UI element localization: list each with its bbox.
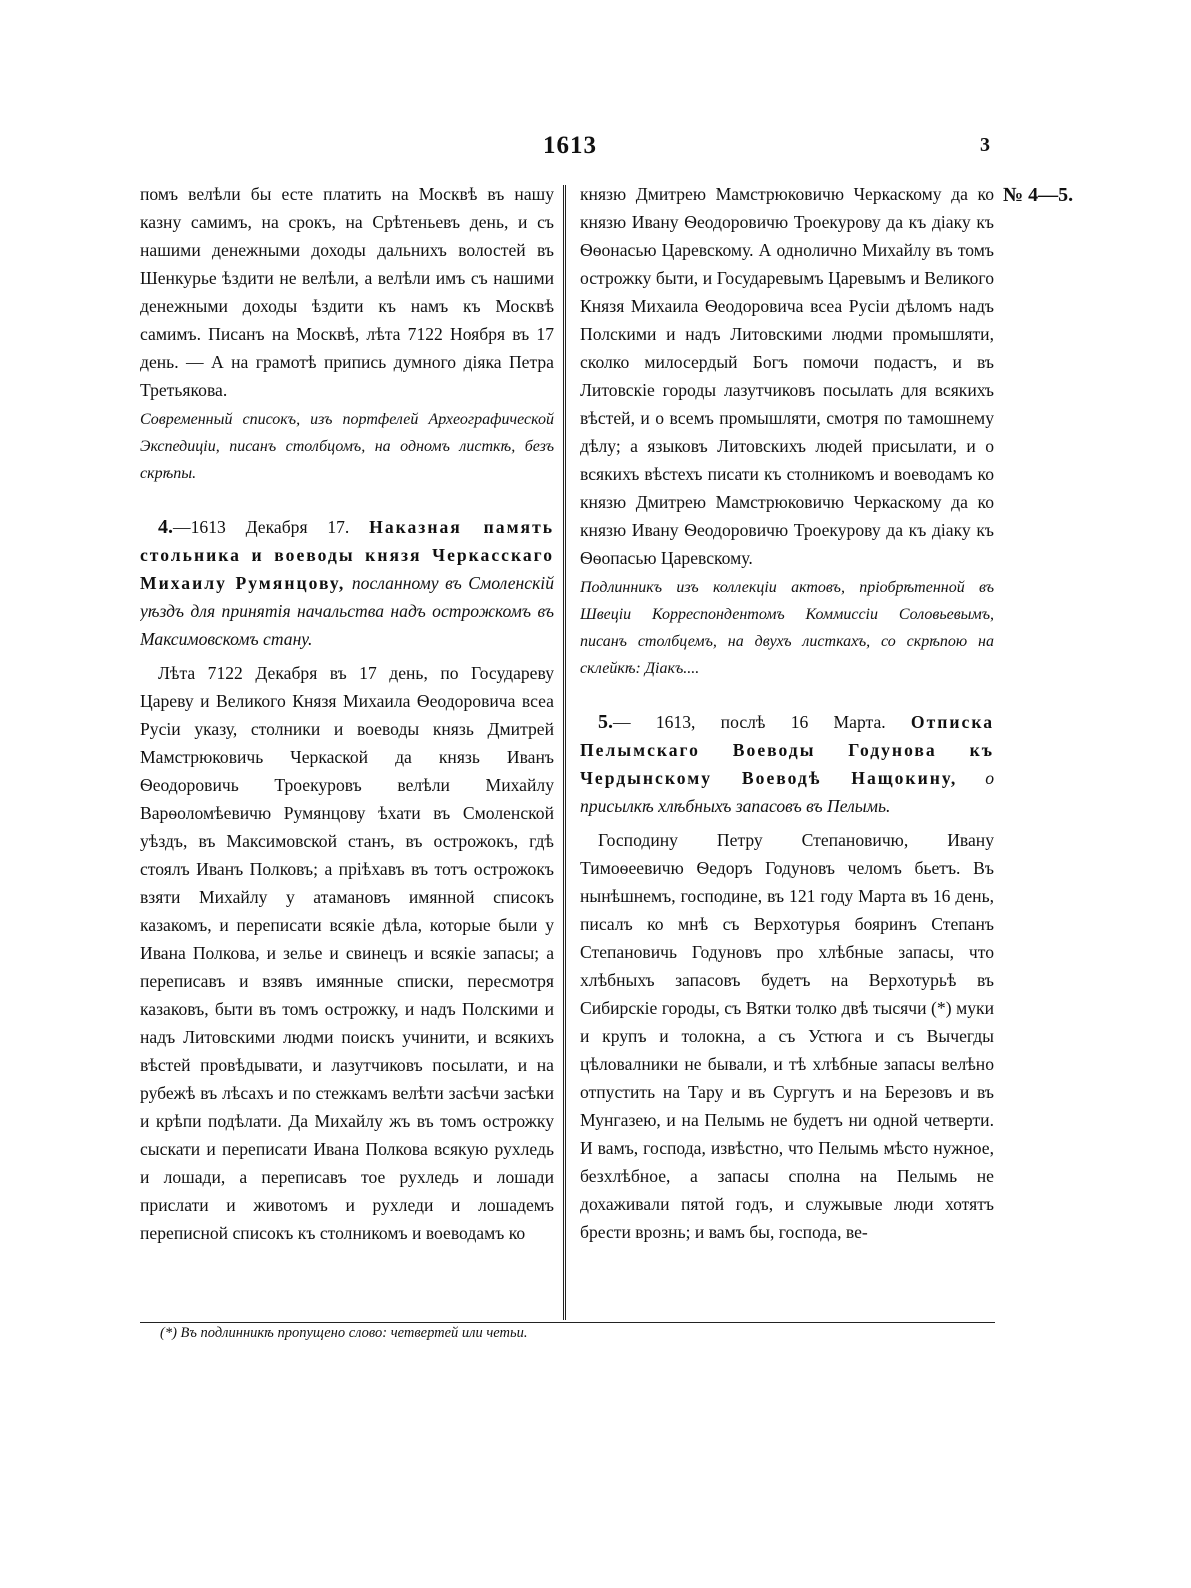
- doc5-subtitle: о присылкѣ хлѣбныхъ запасовъ въ Пелымь.: [580, 768, 994, 816]
- doc4-title: Наказная память стольника и воеводы князя Черкасскаго Михаилу Румянцову,: [140, 517, 554, 593]
- doc4-body: Лѣта 7122 Декабря въ 17 день, по Государеву Цареву и Великого Князя Михаила Ѳеодоровича всеа Русiи указу, столники и воеводы князь Дмитрей Мамстрюковичь Черкаской да князь Иванъ Ѳеодоровичь Троекуровъ велѣли Михайлу Варѳоломѣевичю Румянцову ѣхати въ Смоленской уѣздъ, въ Максимовской станъ, въ острожокъ, гдѣ стоялъ Иванъ Полковъ; а прiѣхавъ въ тотъ острожокъ взяти Михайлу у атамановъ имянной списокъ казакомъ, и переписати всякiе дѣла, которые были у Ивана Полкова, и зелье и свинецъ и всякiе запасы; а переписавъ и взявъ имянные списки, пересмотря казаковъ, быти въ томъ острожку, и надъ Полскими и надъ Литовскими людми поискъ учинити, и всякихъ вѣстей провѣдывати, и лазутчиковъ посылати, и на рубежѣ въ лѣсахъ и по стежкамъ велѣти засѣчи засѣки и крѣпи подѣлати. Да Михайлу жъ въ томъ острожку сыскати и переписати Ивана Полкова всякую рухледь и лошади, а переписавъ тое рухледь и лошади прислати и животомъ и рухледи и лошадемъ переписной списокъ къ столникомъ и воеводамъ ко: [140, 663, 554, 1243]
- doc5-body: Господину Петру Степановичю, Ивану Тимоѳеевичю Ѳедоръ Годуновъ челомъ бьетъ. Въ нынѣшнемъ, господине, въ 121 году Марта въ 16 день, писалъ ко мнѣ съ Верхотурья бояринъ Степанъ Степановичь Годуновъ про хлѣбные запасы, что хлѣбныхъ запасовъ будетъ на Верхотурьѣ въ Сибирскiе городы, съ Вятки толко двѣ тысячи (*) муки и крупъ и толокна, а съ Устюга и съ Вычегды цѣловалники не бывали, и тѣ хлѣбные запасы велѣно отпустить на Тару и въ Сургутъ и на Березовъ и въ Мунгазею, и на Пелымь не будетъ ни одной четверти. И вамъ, господа, извѣстно, что Пелымь мѣсто нужное, безхлѣбное, а запасы сполна на Пелымь не дохаживали пятой годъ, и служывые люди хотятъ брести врознь; и вамъ бы, господа, ве-: [580, 830, 994, 1242]
- doc5-title: Отписка Пелымскаго Воеводы Годунова къ Чердынскому Воеводѣ Нащокину,: [580, 712, 994, 788]
- column-divider: [563, 185, 566, 1320]
- footnote-rule: [140, 1322, 995, 1323]
- page-year: 1613: [543, 132, 597, 159]
- left-column: [140, 180, 554, 1320]
- footnote: (*) Въ подлинникѣ пропущено слово: четвертей или четьи.: [160, 1325, 528, 1341]
- source-note-1: Современный списокъ, изъ портфелей Археографической Экспедицiи, писанъ столбцомъ, на одномъ листкѣ, безъ скрѣпы.: [140, 411, 554, 482]
- doc5-number: 5.: [598, 711, 613, 733]
- document-numbers: № 4—5.: [1003, 184, 1074, 206]
- doc4-subtitle: посланному въ Смоленскiй уѣздъ для принятiя начальства надъ острожкомъ въ Максимовскомъ стану.: [140, 573, 554, 649]
- doc4-body-continuation: князю Дмитрею Мамстрюковичю Черкаскому да ко князю Ивану Ѳеодоровичю Троекурову да къ дiаку къ Ѳѳонасью Царевскому. А однолично Михайлу въ томъ острожку быти, и Государевымъ Царевымъ и Великого Князя Михаила Ѳеодоровича всеа Русiи дѣломъ надъ Полскими и надъ Литовскими людми промышляти, сколко милосердый Богъ помочи подастъ, и въ Литовскiе городы лазутчиковъ посылать для всякихъ вѣстей, и о всемъ промышляти, смотря по тамошнему дѣлу; а языковъ Литовскихъ людей присылати, и о всякихъ вѣстехъ писати къ столникомъ и воеводамъ ко князю Дмитрею Мамстрюковичю Черкаскому да ко князю Ивану Ѳеодоровичю Троекурову да къ дiаку къ Ѳѳопасью Царевскому.: [580, 184, 994, 568]
- page-number: 3: [980, 134, 990, 156]
- doc5-heading: [580, 708, 994, 820]
- doc4-number: 4.: [158, 516, 173, 538]
- source-note-2: Подлинникъ изъ коллекцiи актовъ, прiобрѣтенной въ Швецiи Корреспондентомъ Коммиссiи Соловьевымъ, писанъ столбцемъ, на двухъ листкахъ, со скрѣпою на склейкѣ: Дiакъ....: [580, 579, 994, 677]
- doc5-date: — 1613, послѣ 16 Марта.: [613, 712, 886, 732]
- paragraph-continuation: помъ велѣли бы есте платить на Москвѣ въ нашу казну самимъ, на срокъ, на Срѣтеньевъ день, и съ нашими денежными доходы дальнихъ волостей въ Шенкурье ѣздити не велѣли, а велѣли имъ съ нашими денежными доходы ѣздити къ намъ къ Москвѣ самимъ. Писанъ на Москвѣ, лѣта 7122 Ноября въ 17 день. — А на грамотѣ припись думного дiяка Петра Третьякова.: [140, 184, 554, 400]
- doc4-date: —1613 Декабря 17.: [173, 517, 350, 537]
- doc4-heading: [140, 513, 554, 653]
- right-column: [580, 180, 994, 1320]
